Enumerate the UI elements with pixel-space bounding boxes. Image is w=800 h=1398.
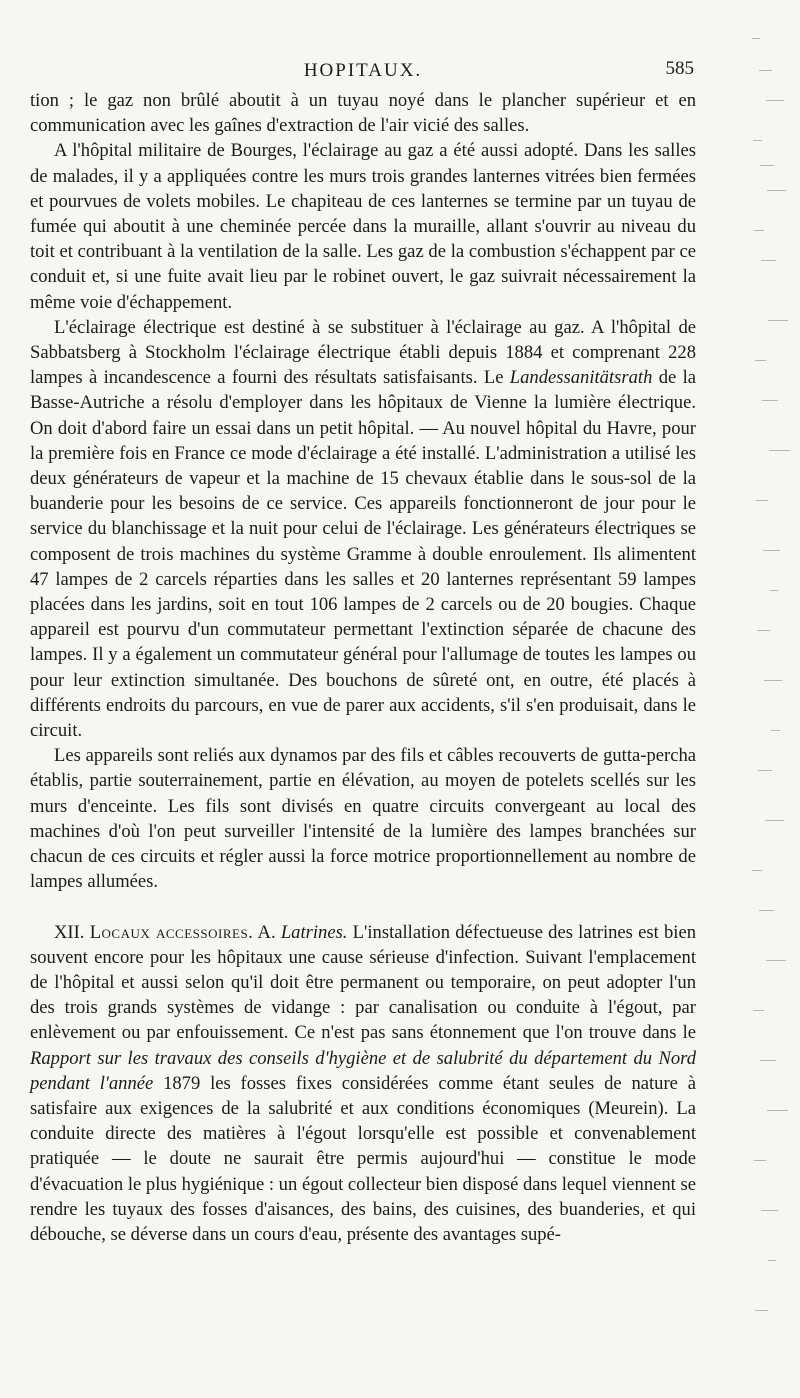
scan-mark <box>754 230 764 231</box>
scan-mark <box>771 730 780 731</box>
paragraph <box>30 743 696 894</box>
scan-mark <box>757 630 770 631</box>
scan-mark <box>754 1160 766 1161</box>
paragraph <box>30 88 696 138</box>
section-heading: Locaux accessoires. <box>89 921 254 943</box>
scan-mark <box>755 1310 768 1311</box>
scan-mark <box>767 1110 788 1111</box>
scan-mark <box>753 1010 764 1011</box>
running-head <box>30 56 696 88</box>
scan-mark <box>766 100 784 101</box>
scan-mark <box>768 320 788 321</box>
scan-mark <box>769 450 790 451</box>
scan-mark <box>762 400 778 401</box>
scan-mark <box>765 820 784 821</box>
scan-mark <box>767 190 786 191</box>
running-title: HOPITAUX. <box>303 60 423 81</box>
italic-text: Landessanitätsrath <box>509 367 653 389</box>
text-run: L'installation défectueuse des latrines est bien souvent encore pour les hôpitaux une cause sérieuse d'infection. Suivant l'emplacement de l'hôpital et aussi selon qu'il doit être permanent ou temporaire, on peut adopter l'un des trois grands systèmes de vidange : par canalisation ou conduite à l'égout, par enlèvement ou par enfouissement. Ce n'est pas sans étonnement que l'on trouve dans le <box>30 921 697 1044</box>
scan-mark <box>766 960 786 961</box>
scan-mark <box>756 500 768 501</box>
scan-mark <box>755 360 766 361</box>
scan-mark <box>752 870 762 871</box>
scan-mark <box>760 165 774 166</box>
scan-mark <box>764 680 782 681</box>
text-run: L'éclairage électrique est destiné à se substituer à l'éclairage au gaz. A l'hôpital de Sabbatsberg à Stockholm l'éclairage électrique établi depuis 1884 et comprenant 228 lampes à incandescence a fourni des résultats satisfaisants. Le <box>30 316 696 389</box>
italic-text: Latrines. <box>280 921 348 943</box>
text-run: de la Basse-Autriche a résolu d'employer dans les hôpitaux de Vienne la lumière électrique. On doit d'abord faire un essai dans un petit hôpital. — Au nouvel hôpital du Havre, pour la première fois en France ce mode d'éclairage a été installé. L'administration a utilisé les deux générateurs de vapeur et la machine de 15 chevaux établie dans le sous-sol de la buanderie pour les besoins de ce service. Ces appareils fonctionneront de jour pour le service du blanchissage et la nuit pour celui de l'éclairage. Les générateurs électriques se composent de trois machines du système Gramme à double enroulement. Ils alimentent 47 lampes de 2 carcels réparties dans les salles et 20 lanternes représentant 59 lampes placées dans les jardins, soit en tout 106 lampes de 2 carcels ou de 20 bougies. Chaque appareil est pourvu d'un commutateur permettant l'extinction séparée de chacune des lampes. Il y a également un commutateur général pour l'allumage de toutes les lampes ou pour leur extinction simultanée. Des bouchons de sûreté ont, en outre, été placés à différents endroits du parcours, en vue de parer aux accidents, s'il s'en produisait, dans le circuit. <box>30 367 697 742</box>
scan-mark <box>759 70 772 71</box>
text-run: 1879 les fosses fixes considérées comme étant seules de nature à satisfaire aux exigences de la salubrité et aux conditions économiques (Meurein). La conduite directe des matières à l'égout lorsqu'elle est possible et convenablement pratiquée — le doute ne saurait être permis aujourd'hui — constitue le mode d'évacuation le plus hygiénique : un égout collecteur bien disposé dans lequel viennent se rendre les tuyaux des fosses d'aisances, des bains, des cuisines, des buanderies, et qui débouche, se déverse dans un cours d'eau, présente des avantages supé- <box>30 1072 696 1245</box>
scan-margin-marks <box>752 30 792 1360</box>
body-text <box>30 88 696 1247</box>
text-run: tion ; le gaz non brûlé aboutit à un tuyau noyé dans le plancher supérieur et en communication avec les gaînes d'extraction de l'air vicié des salles. <box>30 90 696 137</box>
text-run: XII. <box>54 921 90 943</box>
scan-mark <box>752 38 760 39</box>
scan-mark <box>759 910 774 911</box>
scan-mark <box>770 590 778 591</box>
section-paragraph <box>30 920 696 1248</box>
scan-mark <box>768 1260 776 1261</box>
text-run: A. <box>253 921 281 943</box>
text-run: Les appareils sont reliés aux dynamos par des fils et câbles recouverts de gutta-percha établis, partie souterrainement, partie en élévation, au moyen de potelets scellés sur les murs d'enceinte. Les fils sont divisés en quatre circuits convergeant au local des machines d'où l'on peut surveiller l'intensité de la lumière des lampes branchées sur chacun de ces circuits et régler aussi la force motrice proportionnellement au nombre de lampes allumées. <box>30 745 696 893</box>
scan-mark <box>763 550 780 551</box>
document-page <box>30 56 696 1247</box>
paragraph <box>30 138 696 314</box>
scan-mark <box>761 1210 778 1211</box>
italic-text: Rapport sur les travaux des conseils d'hygiène et de salubrité du département du Nord pendant l'année <box>30 1047 696 1094</box>
scan-mark <box>760 1060 776 1061</box>
scan-mark <box>761 260 776 261</box>
paragraph <box>30 315 696 743</box>
page-number: 585 <box>665 58 694 79</box>
text-run: A l'hôpital militaire de Bourges, l'éclairage au gaz a été aussi adopté. Dans les salles de malades, il y a appliquées contre les murs trois grandes lanternes vitrées bien fermées et pourvues de volets mobiles. Le chapiteau de ces lanternes se termine par un tuyau de fumée qui aboutit à une cheminée percée dans la muraille, allant s'ouvrir au niveau du toit et contribuant à la ventilation de la salle. Les gaz de la combustion s'échappent par ce conduit et, si une fuite avait lieu par le robinet ouvert, le gaz suivrait nécessairement la même voie d'échappement. <box>30 140 696 313</box>
scan-mark <box>753 140 762 141</box>
scan-mark <box>758 770 772 771</box>
